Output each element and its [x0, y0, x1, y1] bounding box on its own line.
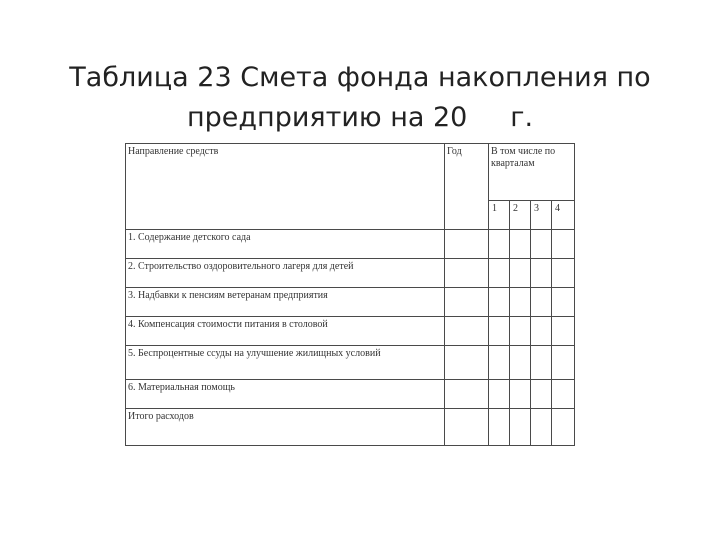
header-quarter-1: 1 [489, 201, 510, 230]
row-label-total: Итого расходов [126, 409, 445, 446]
cell-q3 [531, 288, 552, 317]
cell-q1 [489, 346, 510, 380]
cell-year [445, 230, 489, 259]
cell-q1 [489, 380, 510, 409]
cell-q1 [489, 409, 510, 446]
header-quarter-4: 4 [552, 201, 575, 230]
row-label: 5. Беспроцентные ссуды на улучшение жилищных условий [126, 346, 445, 380]
header-quarter-3: 3 [531, 201, 552, 230]
cell-year [445, 317, 489, 346]
cell-q4 [552, 259, 575, 288]
cell-q3 [531, 346, 552, 380]
cell-q4 [552, 346, 575, 380]
row-label: 4. Компенсация стоимости питания в столовой [126, 317, 445, 346]
table-row [126, 259, 575, 288]
slide-title-line-2: предприятию на 20 г. [186, 102, 534, 133]
slide-title [40, 58, 680, 138]
cell-year [445, 346, 489, 380]
cell-q3 [531, 317, 552, 346]
cell-q1 [489, 288, 510, 317]
cell-q1 [489, 230, 510, 259]
cell-year [445, 259, 489, 288]
cell-year [445, 380, 489, 409]
cell-q1 [489, 317, 510, 346]
cell-q4 [552, 288, 575, 317]
slide-title-line-1: Таблица 23 Смета фонда накопления по [69, 62, 651, 93]
cell-q4 [552, 317, 575, 346]
table-header-row [126, 144, 575, 201]
header-year: Год [445, 144, 489, 230]
header-direction: Направление средств [126, 144, 445, 230]
table-row [126, 380, 575, 409]
cell-q2 [510, 259, 531, 288]
cell-q2 [510, 288, 531, 317]
table-row-total [126, 409, 575, 446]
cell-year [445, 288, 489, 317]
cell-q2 [510, 409, 531, 446]
budget-table [125, 143, 575, 446]
table-row [126, 288, 575, 317]
header-quarter-2: 2 [510, 201, 531, 230]
cell-q1 [489, 259, 510, 288]
cell-q4 [552, 409, 575, 446]
cell-q3 [531, 409, 552, 446]
table-row [126, 346, 575, 380]
cell-q3 [531, 230, 552, 259]
row-label: 2. Строительство оздоровительного лагеря для детей [126, 259, 445, 288]
cell-q3 [531, 259, 552, 288]
header-quarters: В том числе по кварталам [489, 144, 575, 201]
cell-q3 [531, 380, 552, 409]
table-row [126, 230, 575, 259]
cell-q4 [552, 380, 575, 409]
row-label: 3. Надбавки к пенсиям ветеранам предприятия [126, 288, 445, 317]
cell-q2 [510, 317, 531, 346]
table-row [126, 317, 575, 346]
cell-q4 [552, 230, 575, 259]
cell-q2 [510, 230, 531, 259]
cell-q2 [510, 346, 531, 380]
row-label: 1. Содержание детского сада [126, 230, 445, 259]
cell-year [445, 409, 489, 446]
row-label: 6. Материальная помощь [126, 380, 445, 409]
cell-q2 [510, 380, 531, 409]
